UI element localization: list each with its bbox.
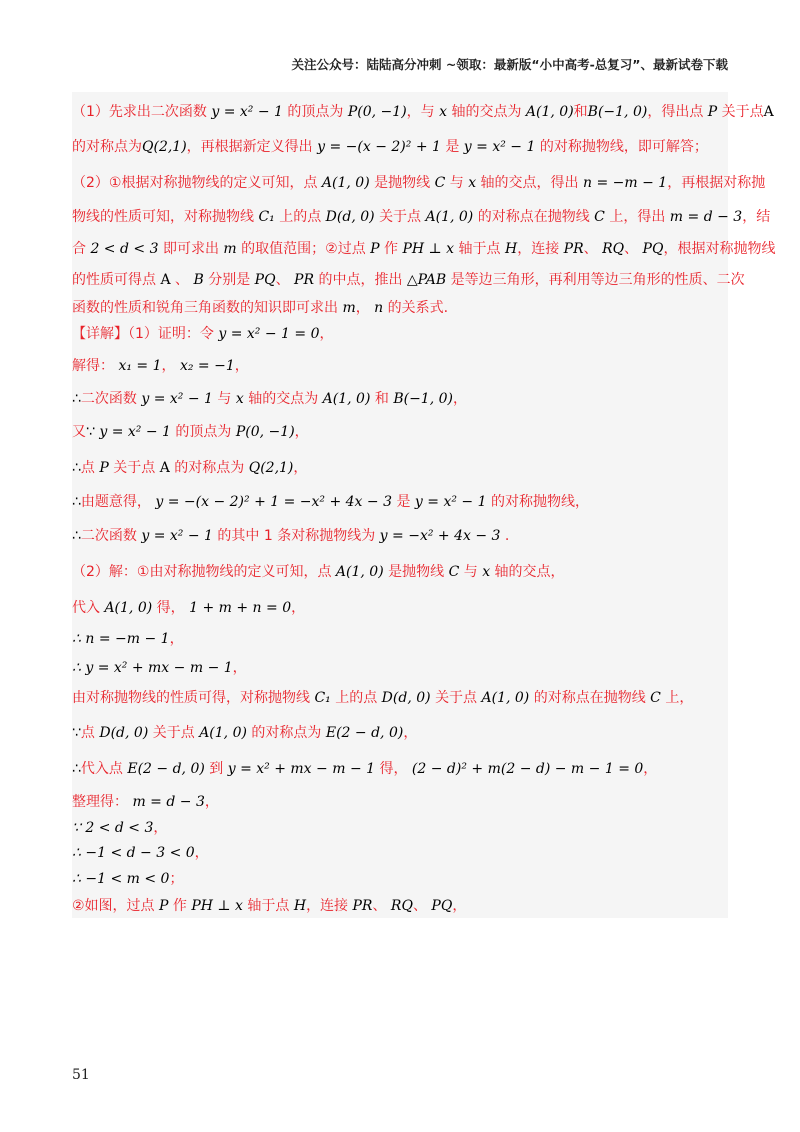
- text-run: 关于点: [379, 209, 422, 225]
- text-run: 、: [412, 898, 427, 914]
- math-run: E(2 − d, 0): [321, 725, 404, 741]
- text-run: 是等边三角形，再利用等边三角形的性质、二次: [450, 272, 745, 288]
- math-run: H: [289, 898, 307, 914]
- math-run: m = d − 3: [128, 794, 205, 810]
- detail-line-6: [72, 494, 732, 511]
- math-run: x: [463, 175, 481, 191]
- text-run: ，: [234, 358, 249, 374]
- text-run: （1）证明：令: [128, 326, 214, 342]
- math-run: ∴ −1 < m < 0: [72, 871, 170, 887]
- math-run: C: [444, 564, 464, 580]
- detail-line-8: [72, 564, 732, 581]
- text-run: 与: [449, 175, 464, 191]
- text-run: 轴于点: [458, 241, 501, 257]
- math-run: A(1, 0): [318, 391, 375, 407]
- math-run: y = −(x − 2)² + 1 = −x² + 4x − 3: [150, 494, 397, 510]
- math-run: P(0, −1): [231, 424, 295, 440]
- math-run: C₁: [310, 690, 336, 706]
- math-run: C₁: [254, 209, 280, 225]
- analysis-line-2: [72, 139, 732, 156]
- text-run: 代入点: [80, 761, 123, 777]
- math-run: y = x² − 1: [206, 104, 288, 120]
- analysis-line-7: [72, 300, 732, 317]
- detail-line-13: [72, 725, 732, 742]
- text-run: ，: [452, 898, 467, 914]
- text-run: （2）解：①由对称抛物线的定义可知，点: [72, 564, 332, 580]
- text-run: ，: [643, 761, 658, 777]
- analysis-line-6: [72, 272, 745, 289]
- math-run: m: [218, 241, 242, 257]
- text-run: 函数的性质和锐角三角函数的知识即可求出: [72, 300, 338, 316]
- text-run: 的顶点为: [175, 424, 232, 440]
- text-run: ，再根据对称抛: [667, 175, 766, 191]
- detail-line-10: [72, 631, 732, 648]
- math-run: PH ⊥ x: [398, 241, 459, 257]
- math-run: Q(2,1): [142, 139, 187, 155]
- math-run: x: [477, 564, 495, 580]
- text-run: ，: [293, 460, 308, 476]
- detail-line-3: [72, 391, 732, 408]
- analysis-line-4: [72, 209, 771, 226]
- text-run: 是抛物线: [374, 175, 431, 191]
- math-run: ∴: [72, 761, 81, 777]
- math-run: P: [94, 460, 114, 476]
- text-run: 与: [217, 391, 232, 407]
- math-run: E(2 − d, 0): [122, 761, 210, 777]
- text-run: 、: [170, 272, 190, 288]
- text-run: 的对称点为: [72, 139, 142, 155]
- math-run: C: [589, 209, 610, 225]
- text-run: 是: [396, 494, 411, 510]
- text-run: 与: [463, 564, 478, 580]
- math-run: A(1, 0): [317, 175, 375, 191]
- math-run: y = x² + mx − m − 1: [223, 761, 380, 777]
- text-run: 又: [72, 424, 86, 440]
- text-run: 到: [209, 761, 224, 777]
- text-run: 点: [80, 460, 95, 476]
- detail-line-12: [72, 690, 732, 707]
- text-run: 由题意得，: [80, 494, 151, 510]
- text-run: 的对称抛物线，即可解答；: [539, 139, 708, 155]
- text-run: ，结: [742, 209, 771, 225]
- detail-line-14: [72, 761, 732, 778]
- text-run: ，与: [406, 104, 435, 120]
- math-run: x: [231, 391, 249, 407]
- math-run: D(d, 0): [377, 690, 436, 706]
- math-run: P: [703, 104, 722, 120]
- text-run: ；: [169, 871, 184, 887]
- text-run: 点: [80, 725, 95, 741]
- text-run: ，: [204, 794, 219, 810]
- math-run: ∵: [86, 424, 95, 440]
- text-run: 的其中 1 条对称抛物线为: [217, 528, 376, 544]
- math-run: y = x² − 1: [94, 424, 176, 440]
- text-run: ，: [161, 358, 176, 374]
- text-run: 、: [372, 898, 387, 914]
- math-run: ∵: [72, 725, 81, 741]
- text-run: 的对称点为: [251, 725, 322, 741]
- text-run: 二次函数: [80, 391, 137, 407]
- math-run: RQ: [597, 241, 625, 257]
- math-run: C: [430, 175, 450, 191]
- math-run: A(1, 0): [194, 725, 252, 741]
- math-run: 2 < d < 3: [86, 241, 163, 257]
- text-run: 轴于点: [247, 898, 290, 914]
- text-run: 得，: [379, 761, 408, 777]
- text-run: 的关系式.: [387, 300, 449, 316]
- text-run: 的对称点为: [174, 460, 245, 476]
- math-run: △PAB: [402, 272, 451, 288]
- text-run: 和: [573, 104, 588, 120]
- text-run: ，连接: [517, 241, 560, 257]
- text-run: ，: [169, 631, 184, 647]
- text-run: 、: [583, 241, 598, 257]
- detail-line-9: [72, 600, 732, 617]
- detail-line-16: [72, 820, 732, 837]
- text-run: ②如图，过点: [72, 898, 155, 914]
- math-run: ∴: [72, 460, 81, 476]
- math-run: ∵ 2 < d < 3: [72, 820, 154, 836]
- math-run: ∴ −1 < d − 3 < 0: [72, 845, 195, 861]
- math-run: D(d, 0): [321, 209, 380, 225]
- text-run: 合: [72, 241, 86, 257]
- math-run: y = x² − 1: [136, 391, 218, 407]
- math-run: m = d − 3: [665, 209, 743, 225]
- math-run: B(−1, 0): [587, 104, 648, 120]
- math-run: PQ: [250, 272, 276, 288]
- text-run: 是: [445, 139, 460, 155]
- text-run: ，再根据新定义得出: [186, 139, 313, 155]
- math-run: Q(2,1): [244, 460, 294, 476]
- math-run: P: [154, 898, 173, 914]
- text-run: ，: [319, 326, 334, 342]
- text-run: 分别是: [208, 272, 251, 288]
- math-run: y = x² − 1: [410, 494, 491, 510]
- detail-line-4: [72, 424, 732, 441]
- text-run: 是抛物线: [388, 564, 445, 580]
- math-run: y = x² − 1: [136, 528, 218, 544]
- math-run: ∴: [72, 391, 81, 407]
- detail-line-15: [72, 794, 732, 811]
- math-run: A: [763, 104, 774, 120]
- text-run: 二次函数: [80, 528, 137, 544]
- math-run: P: [365, 241, 385, 257]
- math-run: PQ: [638, 241, 664, 257]
- text-run: 、: [624, 241, 639, 257]
- math-run: ∴ n = −m − 1: [72, 631, 170, 647]
- text-run: 作: [384, 241, 399, 257]
- math-run: y = −(x − 2)² + 1: [312, 139, 446, 155]
- text-run: 轴的交点为: [248, 391, 319, 407]
- math-run: B(−1, 0): [388, 391, 453, 407]
- math-run: ∴: [72, 494, 81, 510]
- math-run: PH ⊥ x: [186, 898, 248, 914]
- text-run: 上的点: [279, 209, 322, 225]
- text-run: 的中点，推出: [318, 272, 403, 288]
- math-run: 1 + m + n = 0: [184, 600, 292, 616]
- detail-line-18: [72, 871, 732, 888]
- text-run: 和: [374, 391, 389, 407]
- math-run: x: [434, 104, 452, 120]
- text-run: ，: [232, 660, 247, 676]
- math-run: A(1, 0): [331, 564, 389, 580]
- text-run: ，连接: [306, 898, 349, 914]
- math-run: A: [155, 460, 175, 476]
- text-run: ，根据对称抛物线: [663, 241, 776, 257]
- text-run: 轴的交点，: [494, 564, 565, 580]
- analysis-line-3: [72, 175, 766, 192]
- text-run: 、: [275, 272, 290, 288]
- text-run: 轴的交点为: [451, 104, 522, 120]
- text-run: 即可求出: [162, 241, 219, 257]
- math-run: A(1, 0): [421, 209, 478, 225]
- math-run: n = −m − 1: [578, 175, 668, 191]
- math-run: A: [156, 272, 171, 288]
- text-run: 关于点: [721, 104, 764, 120]
- math-run: y = −x² + 4x − 3: [375, 528, 501, 544]
- detail-line-1: [72, 326, 732, 343]
- math-run: PQ: [426, 898, 453, 914]
- math-run: A(1, 0): [521, 104, 574, 120]
- text-run: .: [500, 528, 510, 544]
- math-run: PR: [348, 898, 373, 914]
- text-run: 的性质可得点: [72, 272, 156, 288]
- detail-line-19: [72, 898, 732, 915]
- text-run: 物线的性质可知，对称抛物线: [72, 209, 254, 225]
- text-run: 关于点: [152, 725, 195, 741]
- math-run: H: [500, 241, 518, 257]
- page-header: 关注公众号：陆陆高分冲刺 ~领取：最新版“小中高考-总复习”、最新试卷下载: [291, 57, 728, 72]
- text-run: 由对称抛物线的性质可得，对称抛物线: [72, 690, 310, 706]
- text-run: ，得出点: [647, 104, 704, 120]
- text-run: ，: [294, 424, 309, 440]
- text-run: 上，: [665, 690, 694, 706]
- text-run: 代入: [72, 600, 100, 616]
- math-run: ∴: [72, 528, 81, 544]
- math-run: m: [338, 300, 356, 316]
- math-run: PR: [289, 272, 319, 288]
- detail-line-7: [72, 528, 732, 545]
- analysis-line-1: [72, 104, 774, 121]
- text-run: 的对称点在抛物线: [533, 690, 646, 706]
- math-run: D(d, 0): [94, 725, 153, 741]
- math-run: A(1, 0): [477, 690, 534, 706]
- math-run: x₁ = 1: [114, 358, 162, 374]
- math-run: B: [189, 272, 209, 288]
- text-run: 得，: [156, 600, 185, 616]
- text-run: （1）先求出二次函数: [72, 104, 207, 120]
- text-run: 的取值范围；②过点: [241, 241, 366, 257]
- math-run: (2 − d)² + m(2 − d) − m − 1 = 0: [407, 761, 644, 777]
- math-run: C: [645, 690, 666, 706]
- math-run: y = x² − 1: [459, 139, 540, 155]
- text-run: 的顶点为: [287, 104, 344, 120]
- text-run: 整理得：: [72, 794, 128, 810]
- text-run: ，: [403, 725, 418, 741]
- math-run: PR: [559, 241, 584, 257]
- text-run: 的对称抛物线，: [490, 494, 589, 510]
- math-run: n: [369, 300, 388, 316]
- text-run: 【详解】: [72, 326, 128, 342]
- text-run: ，: [153, 820, 168, 836]
- text-run: 关于点: [435, 690, 478, 706]
- text-run: 作: [172, 898, 187, 914]
- detail-line-5: [72, 460, 732, 477]
- math-run: y = x² − 1 = 0: [213, 326, 320, 342]
- text-run: 上的点: [335, 690, 378, 706]
- text-run: 上，得出: [609, 209, 666, 225]
- text-run: 轴的交点，得出: [480, 175, 579, 191]
- text-run: 关于点: [113, 460, 156, 476]
- detail-line-11: [72, 660, 732, 677]
- text-run: （2）①根据对称抛物线的定义可知，点: [72, 175, 318, 191]
- text-run: 的对称点在抛物线: [477, 209, 590, 225]
- analysis-line-5: [72, 241, 776, 258]
- math-run: P(0, −1): [343, 104, 407, 120]
- text-run: ，: [355, 300, 370, 316]
- detail-line-2: [72, 358, 732, 375]
- text-run: ，: [291, 600, 306, 616]
- math-run: x₂ = −1: [175, 358, 235, 374]
- detail-line-17: [72, 845, 732, 862]
- text-run: 解得：: [72, 358, 114, 374]
- math-run: RQ: [386, 898, 413, 914]
- text-run: ，: [194, 845, 209, 861]
- page-number: 51: [72, 1067, 90, 1083]
- math-run: ∴ y = x² + mx − m − 1: [72, 660, 233, 676]
- text-run: ，: [452, 391, 467, 407]
- math-run: A(1, 0): [100, 600, 157, 616]
